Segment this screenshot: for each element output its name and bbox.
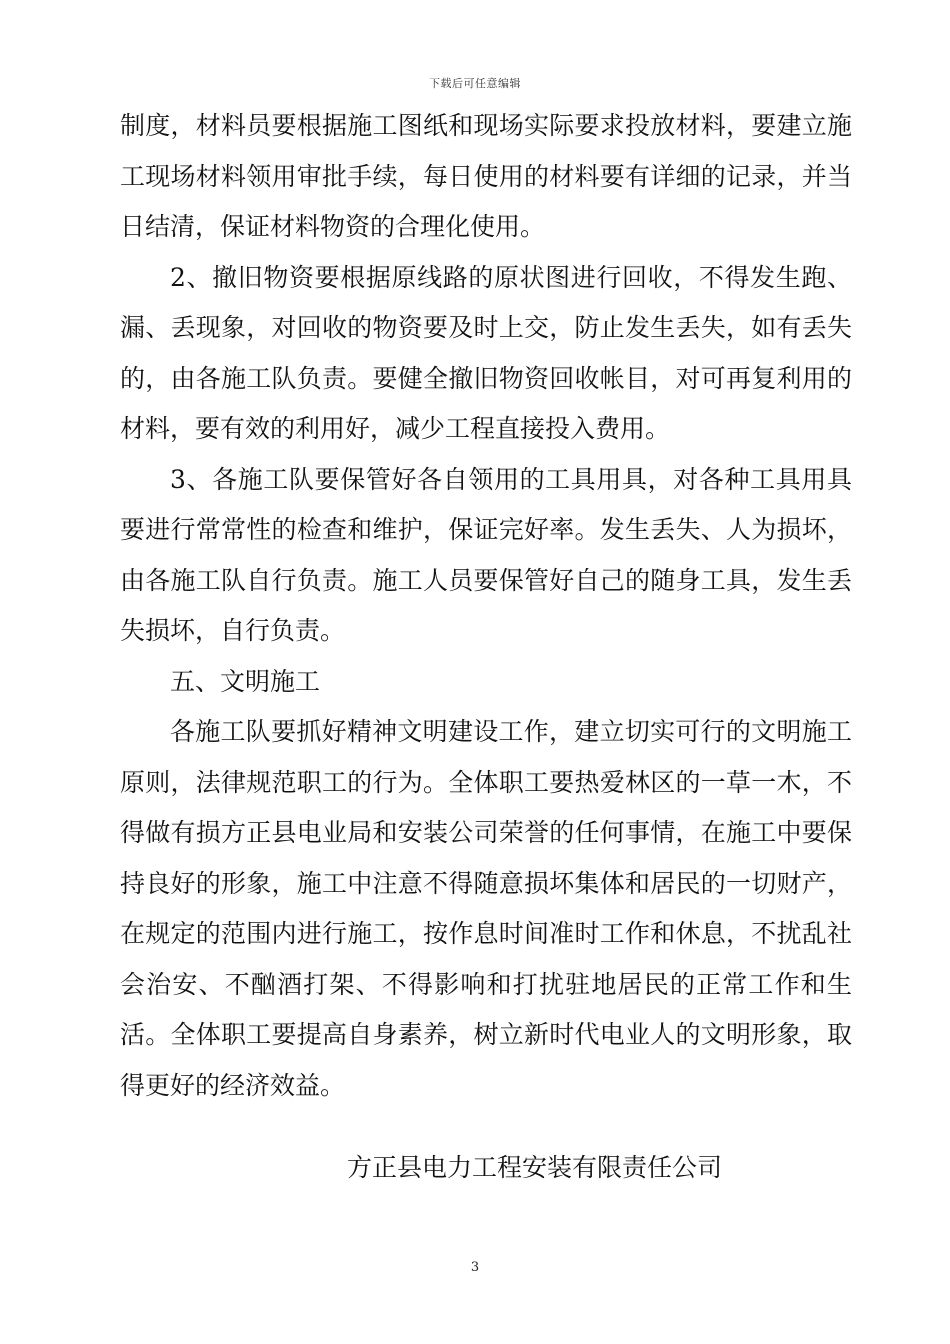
- paragraph-continuation: 制度，材料员要根据施工图纸和现场实际要求投放材料，要建立施工现场材料领用审批手续，每日使用的材料要有详细的记录，并当日结清，保证材料物资的合理化使用。: [120, 111, 852, 241]
- page-number: 3: [470, 1260, 480, 1275]
- company-signature: 方正县电力工程安装有限责任公司: [347, 1153, 723, 1182]
- paragraph-item-3: 3、各施工队要保管好各自领用的工具用具，对各种工具用具要进行常常性的检查和维护，保证完好率。发生丢失、人为损坏，由各施工队自行负责。施工人员要保管好自己的随身工具，发生丢失损坏，自行负责。: [120, 464, 852, 645]
- header-note: 下载后可任意编辑: [429, 77, 521, 90]
- paragraph-civilized-construction: 各施工队要抓好精神文明建设工作，建立切实可行的文明施工原则，法律规范职工的行为。全体职工要热爱林区的一草一木，不得做有损方正县电业局和安装公司荣誉的任何事情，在施工中要保持良好的形象，施工中注意不得随意损坏集体和居民的一切财产，在规定的范围内进行施工，按作息时间准时工作和休息，不扰乱社会治安、不酗酒打架、不得影响和打扰驻地居民的正常工作和生活。全体职工要提高自身素养，树立新时代电业人的文明形象，取得更好的经济效益。: [120, 717, 852, 1100]
- paragraph-item-2: 2、撤旧物资要根据原线路的原状图进行回收，不得发生跑、漏、丢现象，对回收的物资要及时上交，防止发生丢失，如有丢失的，由各施工队负责。要健全撤旧物资回收帐目，对可再复利用的材料，要有效的利用好，减少工程直接投入费用。: [120, 262, 852, 443]
- section-heading: 五、文明施工: [170, 666, 321, 696]
- document-body: [120, 101, 852, 1111]
